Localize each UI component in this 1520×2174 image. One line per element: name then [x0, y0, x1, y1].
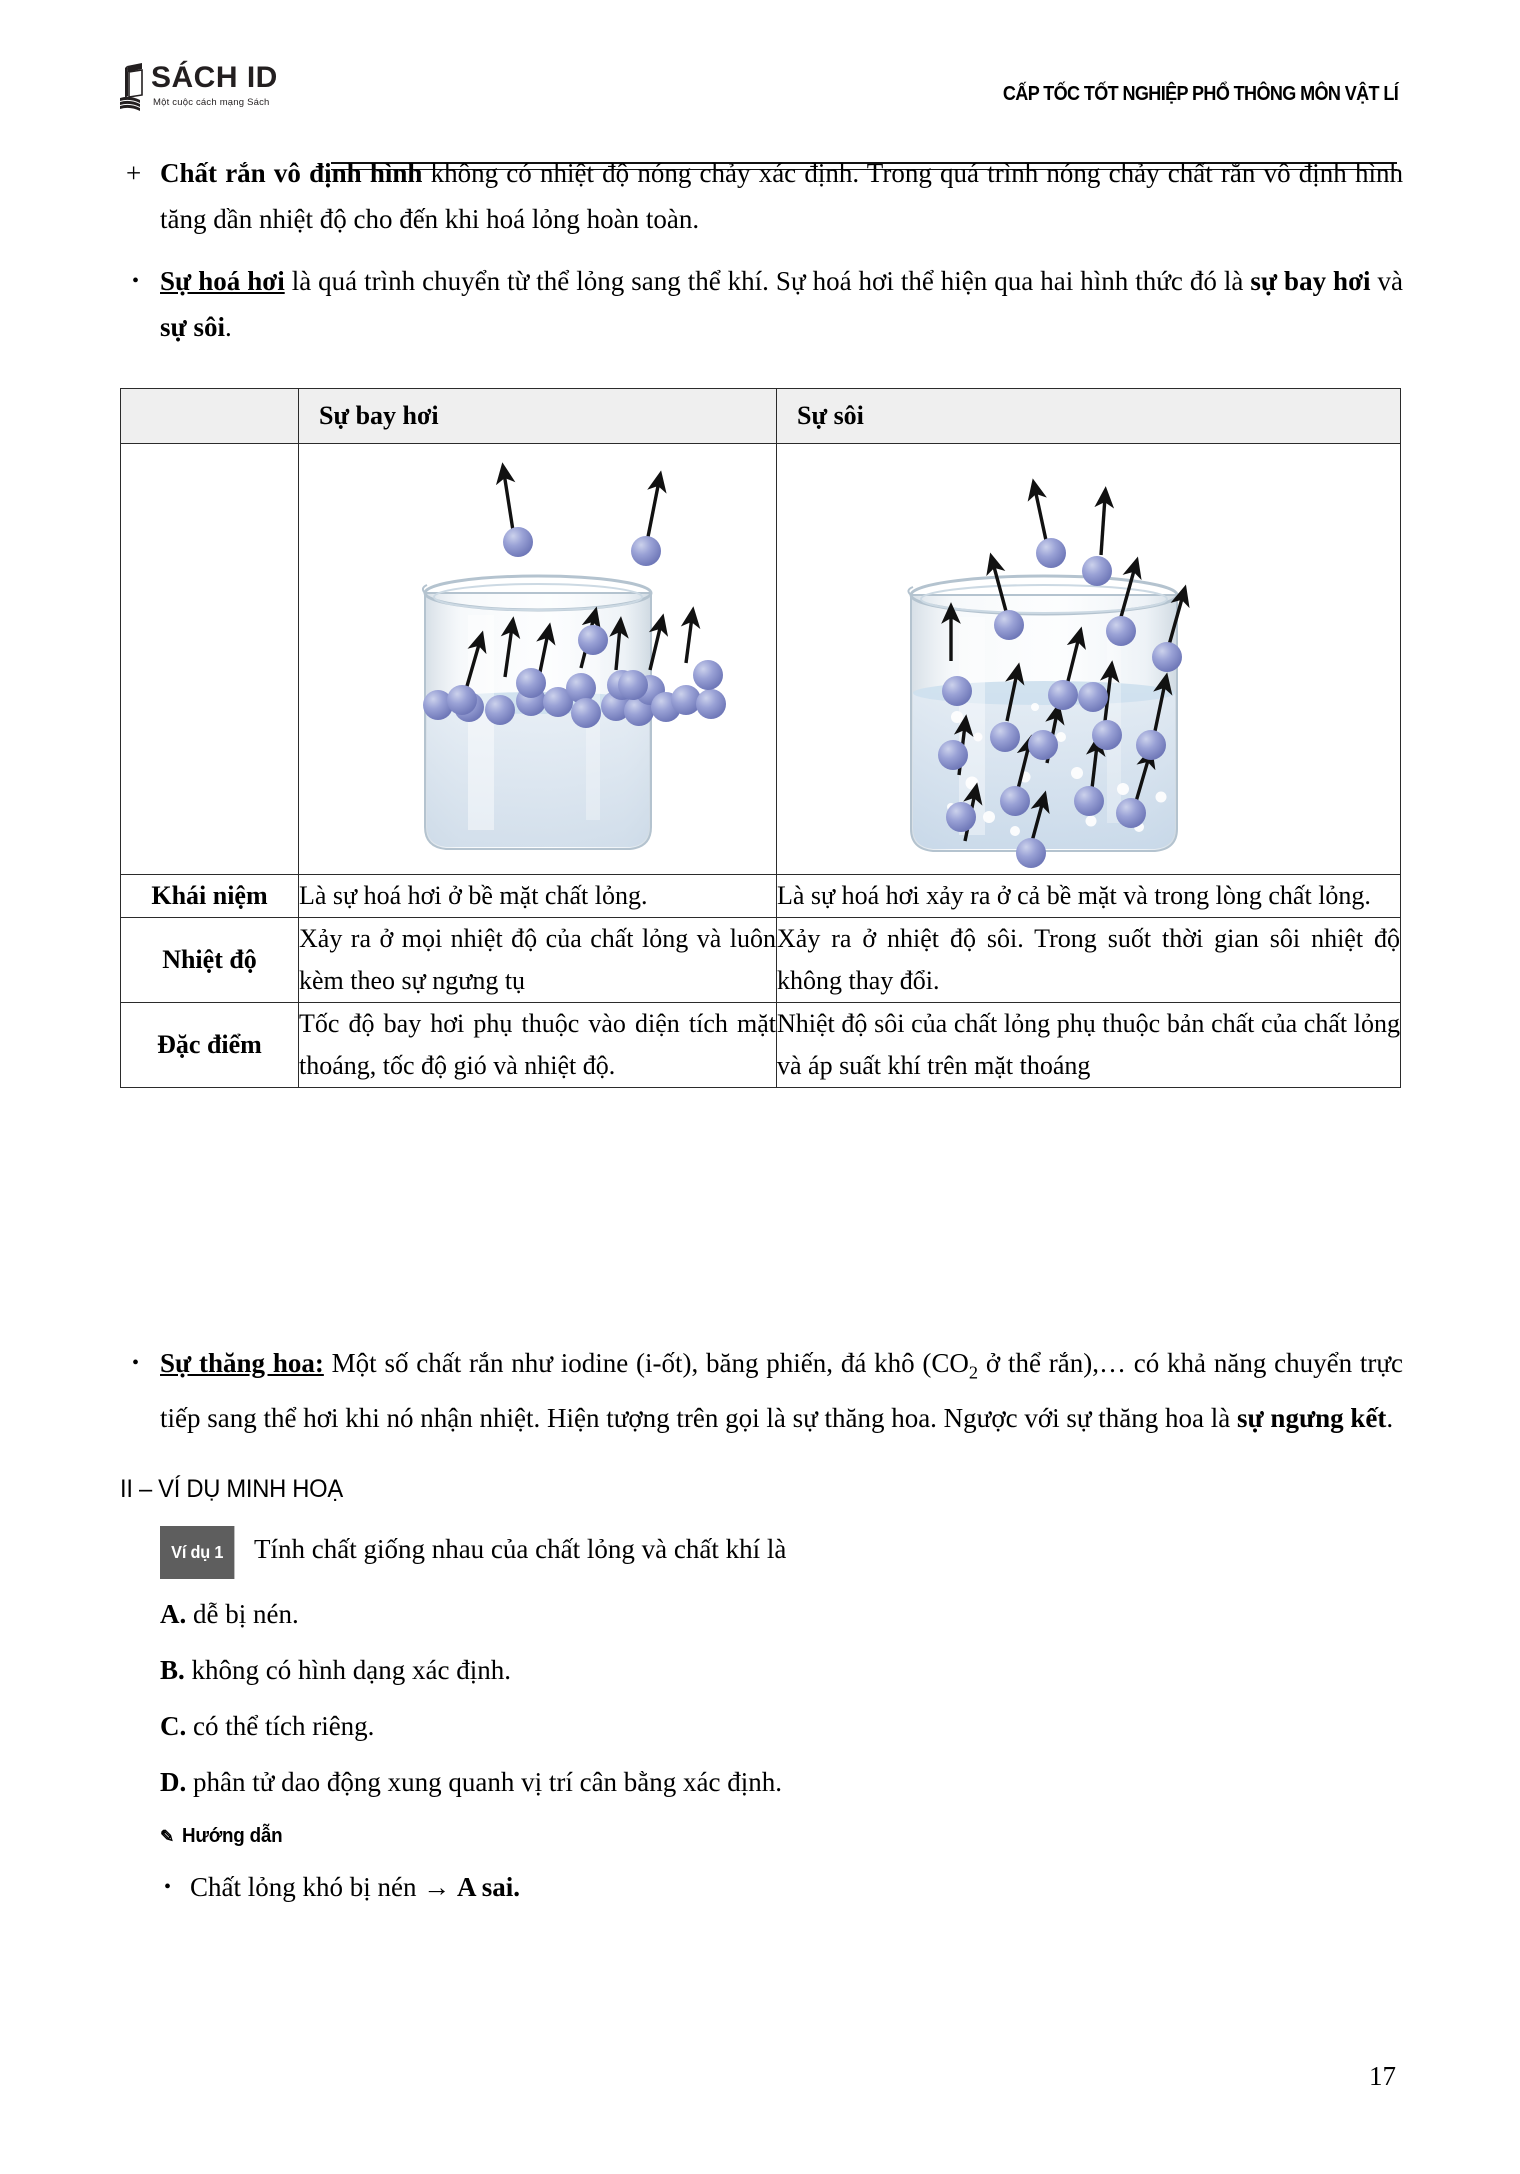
- option-b-text: không có hình dạng xác định.: [184, 1655, 511, 1686]
- example-question-text: Tính chất giống nhau của chất lỏng và chất khí là: [253, 1534, 787, 1565]
- example-badge: Ví dụ 1: [160, 1526, 234, 1579]
- option-c-text: có thể tích riêng.: [186, 1711, 375, 1742]
- option-b[interactable]: [160, 1649, 1403, 1691]
- cell-nhiet-do-su-soi: Xảy ra ở nhiệt độ sôi. Trong suốt thời gian sôi nhiệt độ không thay đổi.: [777, 918, 1401, 1003]
- explanation-verdict: A sai.: [456, 1872, 521, 1903]
- vaporization-term: Sự hoá hơi: [160, 266, 285, 296]
- paragraph-amorphous-solid: [118, 150, 1403, 242]
- brand-logo: [118, 62, 278, 114]
- cell-khai-niem-su-soi: Là sự hoá hơi xảy ra ở cả bề mặt và trong lòng chất lỏng.: [777, 875, 1401, 918]
- open-book-icon: [118, 62, 148, 114]
- logo-tagline: Một cuộc cách mạng Sách: [153, 96, 270, 108]
- condensation-term: sự ngưng kết: [1236, 1403, 1387, 1434]
- option-c-key: C.: [160, 1711, 187, 1742]
- option-d-key: D.: [160, 1767, 187, 1798]
- option-a-key: A.: [160, 1599, 187, 1630]
- list-marker-bullet: •: [132, 270, 140, 292]
- explanation-line: [164, 1866, 1403, 1908]
- figure-row-label-blank: [121, 444, 299, 875]
- page-number: 17: [1369, 2061, 1396, 2091]
- table-header-bay-hoi: Sự bay hơi: [299, 389, 777, 444]
- evaporation-term: sự bay hơi: [1250, 266, 1371, 296]
- paragraph-sublimation: [118, 1340, 1403, 1441]
- vaporization-conj: và: [1370, 266, 1404, 296]
- vaporization-end: .: [224, 312, 232, 342]
- sublimation-text-b: ở thể rắn),… có khả năng chuyển trực tiếp sang thể hơi khi nó nhận nhiệt. Hiện tượng trên gọi là sự thăng hoa. Ngược với sự thăng hoa là: [160, 1348, 1403, 1434]
- pen-icon: ✎: [160, 1826, 175, 1846]
- list-marker-bullet: •: [132, 1352, 140, 1374]
- guide-label: Hướng dẫn: [182, 1825, 283, 1848]
- sublimation-term: Sự thăng hoa:: [160, 1348, 324, 1378]
- cell-nhiet-do-bay-hoi: Xảy ra ở mọi nhiệt độ của chất lỏng và luôn kèm theo sự ngưng tụ: [299, 918, 777, 1003]
- figure-cell-boiling: [777, 444, 1401, 875]
- figure-cell-evaporation: [299, 444, 777, 875]
- option-b-key: B.: [160, 1655, 185, 1686]
- table-header-blank: [121, 389, 299, 444]
- co2-subscript: 2: [968, 1362, 979, 1383]
- explanation-text: Chất lỏng khó bị nén →: [190, 1872, 457, 1903]
- sublimation-end: .: [1386, 1403, 1394, 1434]
- table-header-su-soi: Sự sôi: [777, 389, 1401, 444]
- list-marker-plus: +: [126, 158, 142, 188]
- option-a[interactable]: [160, 1593, 1403, 1635]
- option-a-text: dễ bị nén.: [186, 1599, 299, 1630]
- header-book-title: CẤP TỐC TỐT NGHIỆP PHỔ THÔNG MÔN VẬT LÍ: [1002, 82, 1398, 105]
- guide-heading: [160, 1825, 1403, 1848]
- table-row: [121, 875, 1401, 918]
- table-row: [121, 918, 1401, 1003]
- amorphous-text: không có nhiệt độ nóng chảy xác định. Trong quá trình nóng chảy chất rắn vô định hình tăng dần nhiệt độ cho đến khi hoá lỏng hoàn toàn.: [160, 158, 1403, 234]
- cell-khai-niem-bay-hoi: Là sự hoá hơi ở bề mặt chất lỏng.: [299, 875, 777, 918]
- boiling-term: sự sôi: [160, 312, 225, 342]
- cell-dac-diem-bay-hoi: Tốc độ bay hơi phụ thuộc vào diện tích mặt thoáng, tốc độ gió và nhiệt độ.: [299, 1003, 777, 1088]
- beaker-boiling-diagram: [777, 445, 1400, 873]
- option-d[interactable]: [160, 1761, 1403, 1803]
- cell-dac-diem-su-soi: Nhiệt độ sôi của chất lỏng phụ thuộc bản chất của chất lỏng và áp suất khí trên mặt thoáng: [777, 1003, 1401, 1088]
- beaker-evaporation-diagram: [299, 445, 776, 873]
- option-c[interactable]: [160, 1705, 1403, 1747]
- section-title-examples: II – VÍ DỤ MINH HOẠ: [120, 1475, 343, 1504]
- table-row-figures: [121, 444, 1401, 875]
- list-marker-bullet: •: [164, 1876, 172, 1899]
- comparison-table: [120, 388, 1401, 1088]
- intro-content: [118, 150, 1403, 350]
- page-header: [118, 62, 1398, 134]
- table-row: [121, 1003, 1401, 1088]
- sublimation-text-a: Một số chất rắn như iodine (i-ốt), băng phiến, đá khô (CO: [323, 1348, 969, 1378]
- table-header-row: [121, 389, 1401, 444]
- logo-title: SÁCH ID: [151, 61, 278, 94]
- example-question-line: [160, 1526, 1403, 1579]
- amorphous-term: Chất rắn vô định hình: [160, 158, 423, 188]
- vaporization-text: là quá trình chuyển từ thể lỏng sang thể khí. Sự hoá hơi thể hiện qua hai hình thức đó là: [284, 266, 1251, 296]
- lower-content: [118, 1340, 1403, 1908]
- paragraph-vaporization: [118, 258, 1403, 350]
- row-label-khai-niem: Khái niệm: [121, 875, 299, 918]
- row-label-dac-diem: Đặc điểm: [121, 1003, 299, 1088]
- row-label-nhiet-do: Nhiệt độ: [121, 918, 299, 1003]
- option-d-text: phân tử dao động xung quanh vị trí cân bằng xác định.: [186, 1767, 783, 1798]
